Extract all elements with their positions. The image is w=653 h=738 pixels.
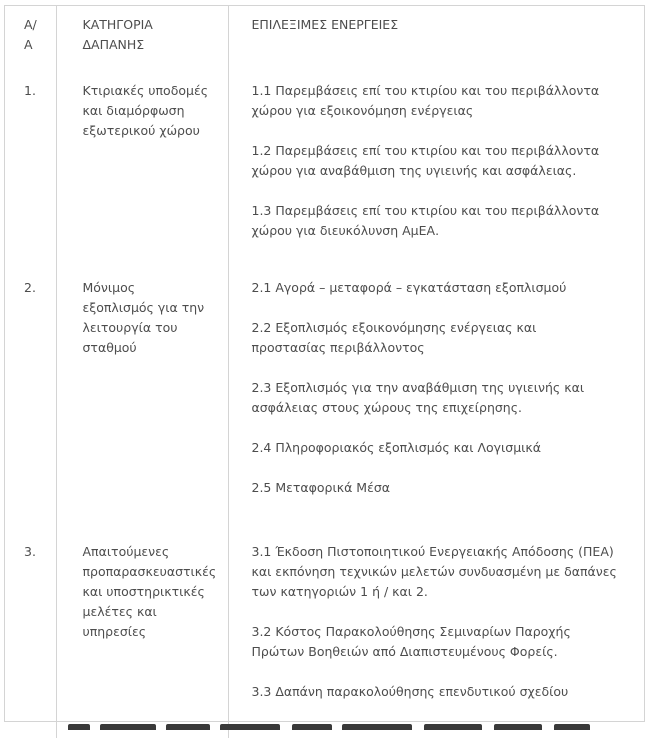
- table-row: [4, 522, 645, 738]
- cropped-text-line: [60, 722, 620, 730]
- table-header-row: [4, 5, 645, 61]
- action-item: 1.1 Παρεμβάσεις επί του κτιρίου και του περιβάλλοντα χώρου για εξοικονόμηση ενέργειας: [251, 83, 600, 118]
- row-num: [4, 522, 56, 738]
- row-num-label: 3.: [24, 544, 36, 559]
- header-category: [56, 5, 228, 61]
- header-category-label: ΚΑΤΗΓΟΡΙΑ ΔΑΠΑΝΗΣ: [82, 17, 153, 52]
- action-item: 2.3 Εξοπλισμός για την αναβάθμιση της υγιεινής και ασφάλειας στους χώρους της επιχείρησης.: [251, 380, 585, 415]
- table-row: [4, 61, 645, 258]
- action-item: 1.2 Παρεμβάσεις επί του κτιρίου και του περιβάλλοντα χώρου για αναβάθμιση της υγιεινής και ασφάλειας.: [251, 143, 600, 178]
- row-actions: [228, 522, 645, 738]
- row-category: [56, 258, 228, 522]
- table-row: [4, 258, 645, 522]
- row-category-label: Απαιτούμενες προπαρασκευαστικές και υποστηρικτικές μελέτες και υπηρεσίες: [82, 544, 217, 639]
- row-num: [4, 61, 56, 258]
- action-item: 2.4 Πληροφοριακός εξοπλισμός και Λογισμικά: [251, 440, 541, 455]
- row-category-label: Μόνιμος εξοπλισμός για την λειτουργία του σταθμού: [82, 280, 205, 355]
- header-actions-label: ΕΠΙΛΕΞΙΜΕΣ ΕΝΕΡΓΕΙΕΣ: [251, 17, 399, 32]
- header-actions: [228, 5, 645, 61]
- eligible-costs-table: [4, 5, 645, 738]
- row-num-label: 1.: [24, 83, 36, 98]
- action-item: 2.1 Αγορά – μεταφορά – εγκατάσταση εξοπλισμού: [251, 280, 567, 295]
- row-category: [56, 522, 228, 738]
- action-item: 1.3 Παρεμβάσεις επί του κτιρίου και του περιβάλλοντα χώρου για διευκόλυνση ΑμΕΑ.: [251, 203, 600, 238]
- row-actions: [228, 258, 645, 522]
- action-item: 2.2 Εξοπλισμός εξοικονόμησης ενέργειας και προστασίας περιβάλλοντος: [251, 320, 537, 355]
- header-num: [4, 5, 56, 61]
- row-category-label: Κτιριακές υποδομές και διαμόρφωση εξωτερικού χώρου: [82, 83, 209, 138]
- row-category: [56, 61, 228, 258]
- header-num-label: Α/Α: [24, 17, 37, 52]
- action-item: 3.3 Δαπάνη παρακολούθησης επενδυτικού σχεδίου: [251, 684, 569, 699]
- row-num-label: 2.: [24, 280, 36, 295]
- action-item: 2.5 Μεταφορικά Μέσα: [251, 480, 391, 495]
- row-actions: [228, 61, 645, 258]
- row-num: [4, 258, 56, 522]
- action-item: 3.2 Κόστος Παρακολούθησης Σεμιναρίων Παροχής Πρώτων Βοηθειών από Διαπιστευμένους Φορείς.: [251, 624, 571, 659]
- action-item: 3.1 Έκδοση Πιστοποιητικού Ενεργειακής Απόδοσης (ΠΕΑ) και εκπόνηση τεχνικών μελετών συνδυασμένη με δαπάνες των κατηγοριών 1 ή / και 2.: [251, 544, 617, 599]
